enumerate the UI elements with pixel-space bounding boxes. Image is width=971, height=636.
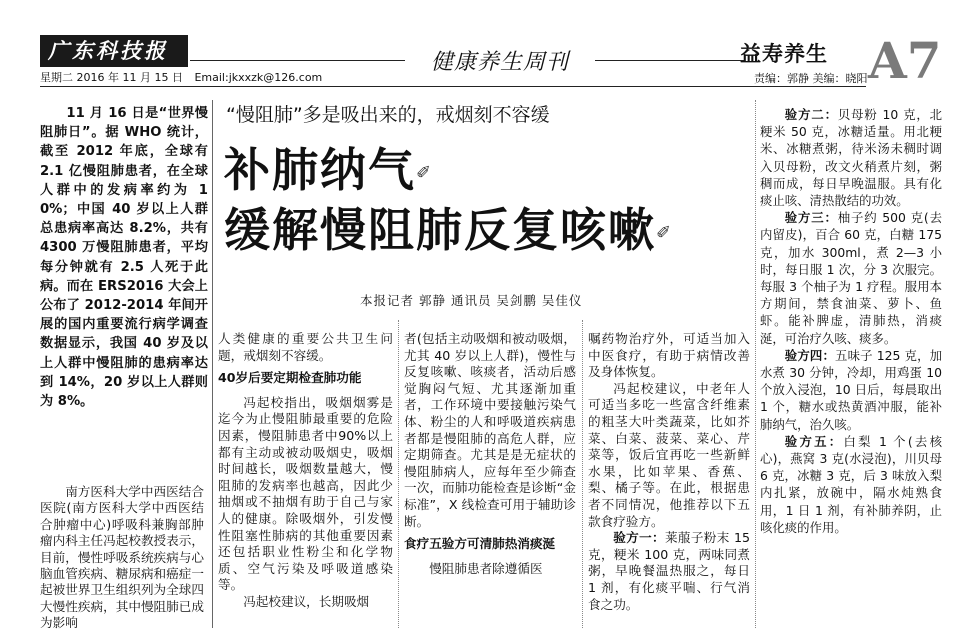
weekly-title: 健康养生周刊	[405, 45, 595, 76]
remedies-column	[760, 106, 942, 536]
issue-meta	[40, 69, 330, 85]
headline-line-1: 补肺纳气	[224, 143, 416, 197]
column-divider	[398, 320, 399, 628]
column-3-paragraph-2: 冯起校建议，中老年人可适当多吃一些富含纤维素的粗茎大叶类蔬菜，比如芥菜、白菜、菠菜、菜心、芹菜等，饭后宜再吃一些新鲜水果，比如苹果、香蕉、梨、橘子等。在此，根据患者不同情况，他推荐以下五款食疗验方。	[588, 380, 750, 529]
remedy-2	[760, 106, 942, 209]
remedy-2-label: 验方二：	[784, 107, 838, 122]
section-title: 益寿养生	[740, 42, 828, 66]
left-body-paragraph: 南方医科大学中西医结合医院(南方医科大学中西医结合肿瘤中心)呼吸科兼胸部肿瘤内科主任冯起校教授表示，目前，慢性呼吸系统疾病与心脑血管疾病、糖尿病和癌症一起被世界卫生组织列为全球四大慢性疾病，其中慢阻肺已成为影响	[40, 484, 204, 631]
column-2-paragraph-2: 慢阻肺患者除遵循医	[429, 560, 543, 576]
header-rule-bottom	[40, 86, 866, 87]
article-column-3	[588, 331, 750, 613]
remedy-4-text: 五味子 125 克，加水煮 30 分钟，冷却，用鸡蛋 10 个放入浸泡，10 日后，每晨取出 1 个，糖水或热黄酒冲服，能补肺纳气，治久咳。	[760, 347, 943, 432]
remedy-5-label: 验方五：	[784, 433, 844, 449]
lead-paragraph: 11 月 16 日是“世界慢阻肺日”。据 WHO 统计，截至 2012 年底，全球有 2.1 亿慢阻肺患者，在全球人群中的发病率约为 10%；中国 40 岁以上人群总患病率高达 8.2%，共有 4300 万慢阻肺患者，平均每分钟就有 2.5 人死于此病。而在 ERS2016 大会上公布了 2012-2014 年间开展的国内重要流行病学调查数据显示，我国 40 岁及以上人群中慢阻肺的患病率达到 14%，20 岁以上人群则为 8%。	[40, 106, 208, 410]
newspaper-masthead: 广东科技报	[40, 35, 188, 67]
header-rule-left	[190, 60, 405, 61]
edit-mark-icon: ✐	[416, 162, 432, 184]
remedy-3	[760, 209, 942, 347]
remedy-3-text: 柚子约 500 克(去内留皮)，百合 60 克，白糖 175 克，加水 300ml，煮 2—3 小时，每日服 1 次，分 3 次服完。每服 3 个柚子为 1 疗程。服用本方期间，禁食油菜、萝卜、鱼虾。能补脾虚，清肺热，消痰涎，可治疗久咳、痰多。	[760, 210, 942, 346]
article-column-1	[218, 331, 393, 611]
column-2-paragraph-1: 者(包括主动吸烟和被动吸烟，尤其 40 岁以上人群)，慢性与反复咳嗽、咳痰者，活动后感觉胸闷气短、尤其逐渐加重者，工作环境中要接触污染气体、粉尘的人和呼吸道疾病患者都是慢阻肺的高危人群，应定期筛查。尤其是是无症状的慢阻肺病人，应每年至少筛查一次，而肺功能检查是诊断“金标准”，X 线检查可用于辅助诊断。	[404, 331, 576, 529]
header-rule-right	[595, 60, 745, 61]
remedy-5-text: 白梨 1 个(去核心)，燕窝 3 克(水浸泡)，川贝母 6 克，冰糖 3 克，后 3 味放入梨内扎紧，放碗中，隔水炖熟食用，1 日 1 剂，有补肺养阴，止咳化痰的作用。	[760, 433, 942, 535]
remedy-1-text: 莱菔子粉末 15 克，粳米 100 克，两味同煮粥，早晚餐温热服之，每日 1 剂，有化痰平喘、行气消食之功。	[588, 530, 750, 612]
contact-email: Email:jkxxzk@126.com	[194, 71, 323, 84]
article-kicker: “慢阻肺”多是吸出来的，戒烟刻不容缓	[226, 104, 550, 126]
subhead-lung-function: 40岁后要定期检查肺功能	[218, 370, 362, 386]
remedy-1-label: 验方一：	[613, 530, 665, 546]
article-headline	[224, 142, 671, 261]
byline: 本报记者 郭静 通讯员 吴剑鹏 吴佳仪	[360, 293, 583, 308]
issue-date: 星期二 2016 年 11 月 15 日	[40, 71, 183, 84]
remedy-1	[588, 530, 750, 613]
page-number: A7	[868, 31, 942, 90]
remedy-2-text: 贝母粉 10 克，北粳米 50 克，冰糖适量。用北粳米、冰糖煮粥，待米汤未稠时调入贝母粉，改文火稍煮片刻，粥稠而成，每日早晚温服。具有化痰止咳、清热散结的功效。	[760, 107, 942, 209]
editors-credit: 责编：郭静 美编：晓阳	[754, 72, 868, 85]
column-divider	[755, 100, 756, 628]
remedy-5	[760, 433, 942, 536]
lead-column-divider	[212, 100, 213, 628]
article-column-2	[404, 331, 576, 577]
remedy-4	[760, 347, 942, 433]
column-3-paragraph-1: 嘱药物治疗外，可适当加入中医食疗，有助于病情改善及身体恢复。	[588, 331, 750, 380]
subhead-diet-remedies: 食疗五验方可清肺热消痰涎	[404, 536, 556, 552]
edit-mark-icon: ✐	[656, 222, 672, 243]
headline-line-2: 缓解慢阻肺反复咳嗽	[224, 202, 656, 257]
column-divider	[582, 320, 583, 628]
column-1-paragraph-1: 人类健康的重要公共卫生问题，戒烟刻不容缓。	[218, 331, 393, 363]
column-1-paragraph-3: 冯起校建议，长期吸烟	[243, 593, 370, 609]
remedy-4-label: 验方四：	[784, 347, 836, 363]
remedy-3-label: 验方三：	[784, 210, 838, 226]
column-1-paragraph-2: 冯起校指出，吸烟烟雾是迄今为止慢阻肺最重要的危险因素，慢阻肺患者中90%以上都有主动或被动吸烟史，吸烟时间越长，吸烟数量越大，慢阻肺的发病率也越高，因此少抽烟或不抽烟有助于自己与家人的健康。除吸烟外，引发慢性阻塞性肺病的其他重要因素还包括职业性粉尘和化学物质、空气污染及呼吸道感染等。	[218, 394, 393, 593]
